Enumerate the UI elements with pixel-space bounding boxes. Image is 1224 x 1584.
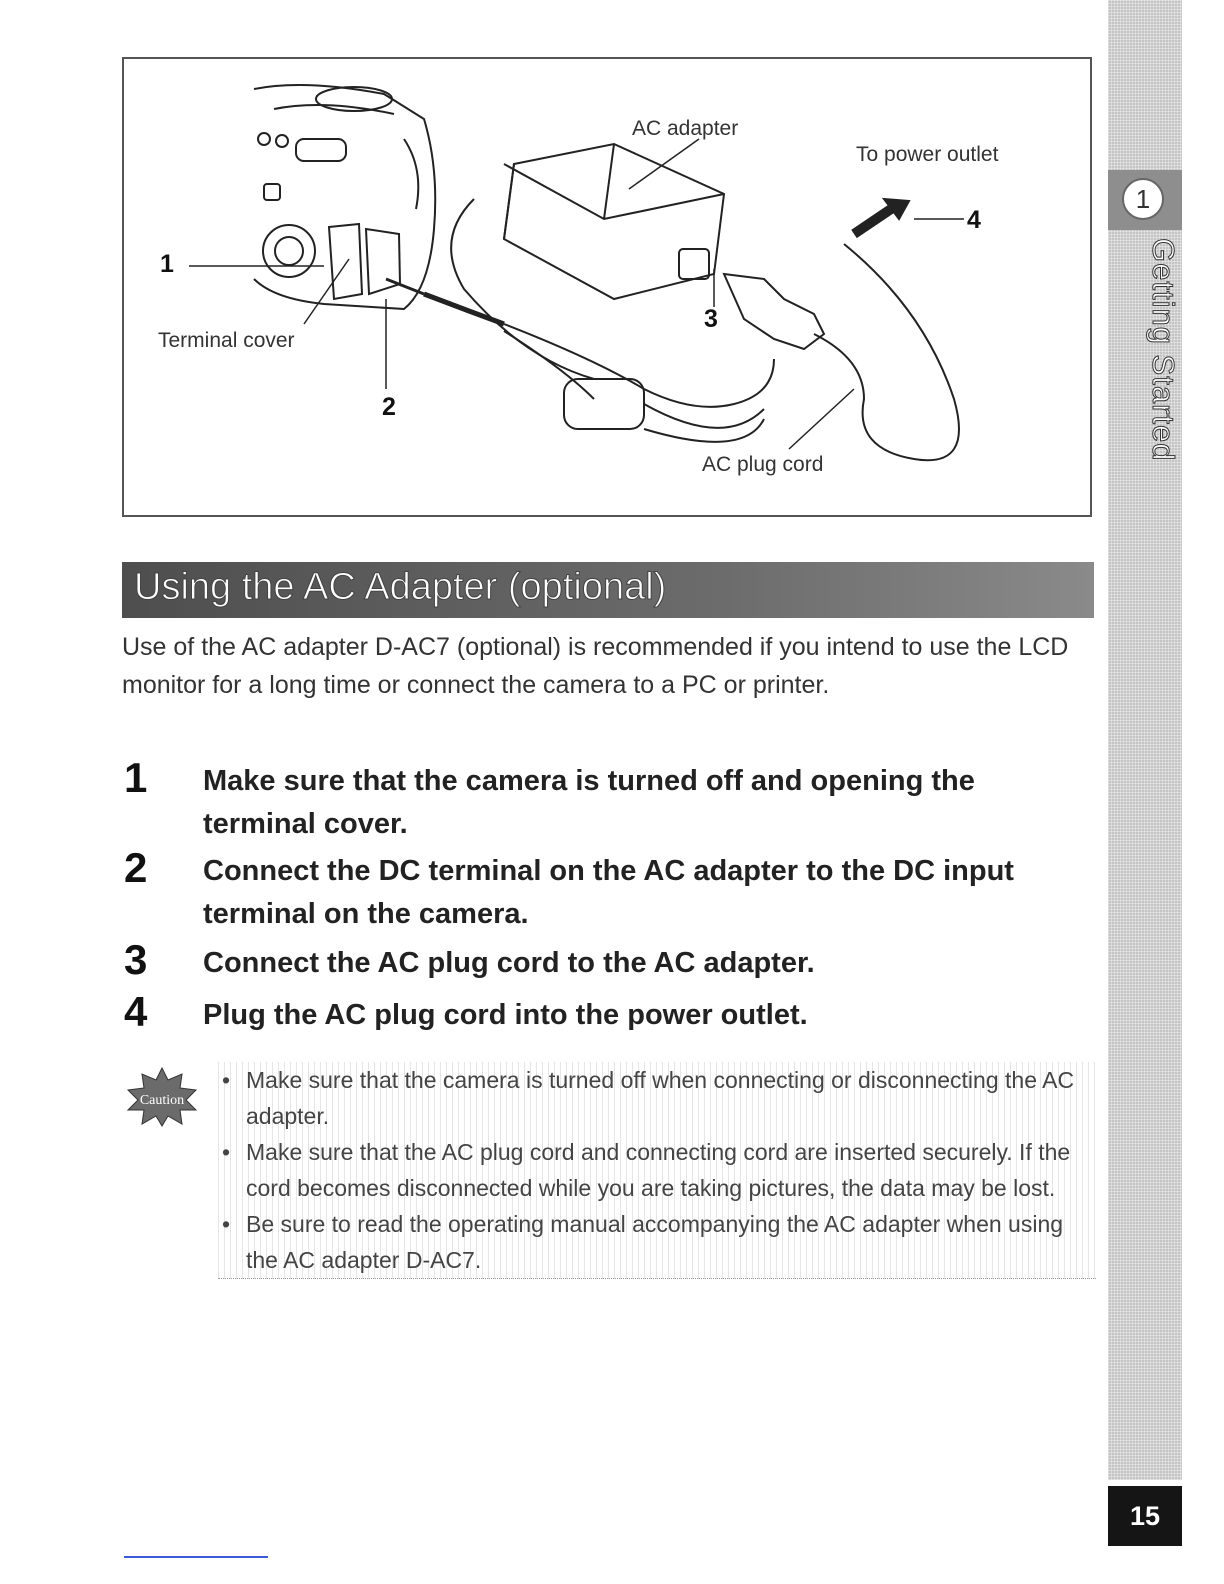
caution-list [218, 1062, 1096, 1279]
camera-adapter-illustration [124, 59, 1090, 515]
page-number: 15 [1108, 1486, 1182, 1546]
step-number: 4 [124, 988, 148, 1035]
chapter-number-badge: 1 [1122, 178, 1164, 220]
caution-item [218, 1206, 1096, 1279]
caution-item-text: Make sure that the camera is turned off when connecting or disconnecting the AC adapter. [246, 1067, 1075, 1129]
footer-rule [124, 1556, 268, 1558]
label-to-power-outlet: To power outlet [856, 143, 999, 166]
callout-2: 2 [382, 393, 396, 421]
step-text: Make sure that the camera is turned off and opening the terminal cover. [203, 765, 975, 840]
bullet-marker: • [222, 1067, 231, 1093]
chapter-title: Getting Started [1146, 238, 1181, 462]
caution-icon [126, 1066, 198, 1128]
label-ac-plug-cord: AC plug cord [702, 453, 824, 476]
step-text: Connect the AC plug cord to the AC adapter. [203, 947, 815, 979]
illustration-figure [122, 57, 1092, 517]
step-number: 1 [124, 754, 148, 801]
step-text: Connect the DC terminal on the AC adapter to the DC input terminal on the camera. [203, 855, 1014, 930]
caution-item-text: Make sure that the AC plug cord and connecting cord are inserted securely. If the cord becomes disconnected while you are taking pictures, the data may be lost. [246, 1139, 1071, 1201]
callout-4: 4 [967, 206, 981, 234]
step-text: Plug the AC plug cord into the power outlet. [203, 999, 808, 1031]
callout-3: 3 [704, 305, 718, 333]
caution-item [218, 1134, 1096, 1206]
callout-1: 1 [160, 250, 174, 278]
caution-item [218, 1062, 1096, 1134]
chapter-side-tab [1108, 0, 1182, 1480]
step-number: 3 [124, 936, 148, 983]
intro-paragraph: Use of the AC adapter D-AC7 (optional) is recommended if you intend to use the LCD monitor for a long time or connect the camera to a PC or printer. [122, 633, 1069, 699]
bullet-marker: • [222, 1139, 231, 1165]
caution-icon-text: Caution [139, 1093, 185, 1108]
step-number: 2 [124, 844, 148, 891]
section-title: Using the AC Adapter (optional) [134, 566, 667, 608]
section-banner [122, 562, 1094, 618]
bullet-marker: • [222, 1211, 231, 1237]
label-terminal-cover: Terminal cover [158, 329, 295, 352]
caution-item-text: Be sure to read the operating manual accompanying the AC adapter when using the AC adapter D-AC7. [246, 1211, 1064, 1273]
label-ac-adapter: AC adapter [632, 117, 739, 140]
